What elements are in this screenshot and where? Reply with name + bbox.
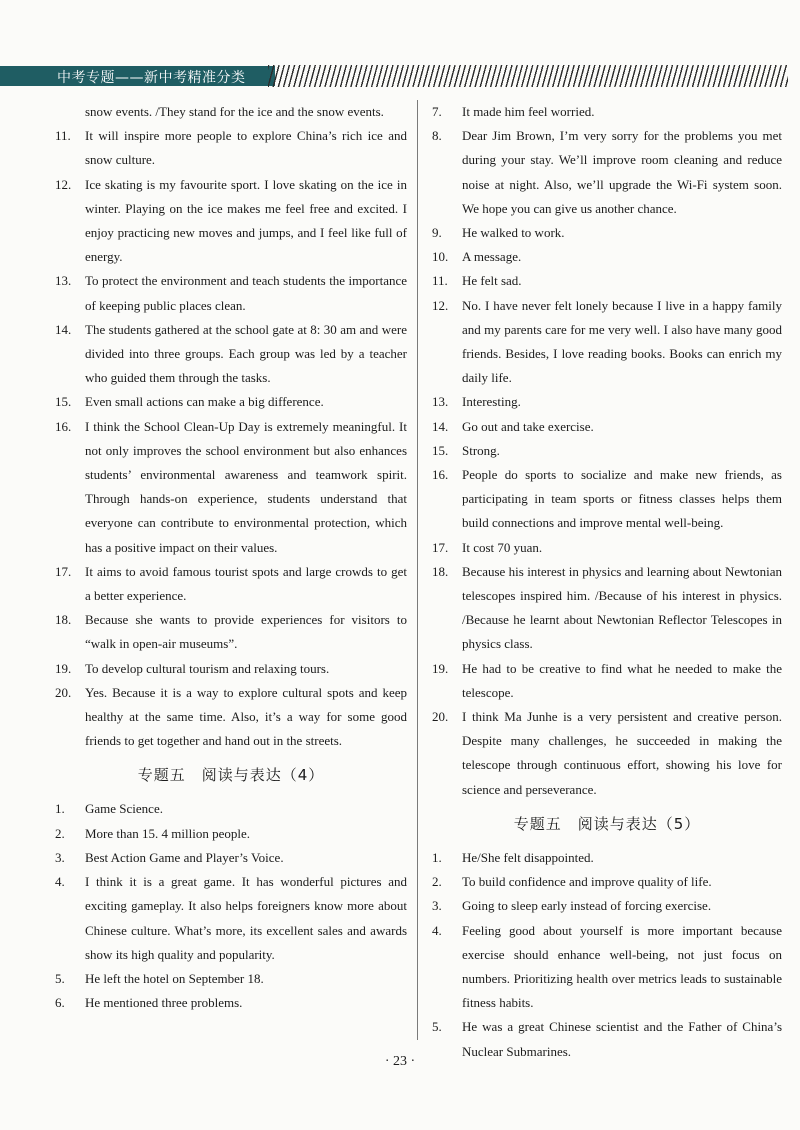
section-heading-5: 专题五 阅读与表达（5）	[513, 814, 701, 833]
answer-item	[55, 846, 407, 870]
answer-number: 15.	[55, 394, 72, 410]
answer-item	[432, 870, 782, 894]
answer-text: He had to be creative to find what he needed to make the telescope.	[462, 660, 782, 700]
answer-item	[55, 822, 407, 846]
answer-text: Because his interest in physics and learning about Newtonian telescopes inspired him. /Because of his interest in physics. /Because he learnt about Newtonian Reflector Telescopes in physics class.	[462, 563, 782, 652]
answer-number: 9.	[432, 225, 442, 241]
answer-number: 17.	[55, 563, 72, 579]
answer-number: 12.	[55, 176, 72, 192]
answer-number: 18.	[432, 563, 449, 579]
answer-item	[432, 245, 782, 269]
answer-item	[432, 705, 782, 802]
answer-item	[432, 846, 782, 870]
answer-text: A message.	[462, 249, 522, 265]
answer-item	[55, 415, 407, 560]
answer-text: Because she wants to provide experiences for visitors to “walk in open-air museums”.	[85, 612, 407, 652]
answer-item	[432, 560, 782, 657]
continuation-text: snow events. /They stand for the ice and the snow events.	[85, 104, 384, 119]
left-answer-list-a	[55, 124, 407, 753]
answer-number: 11.	[432, 273, 448, 289]
answer-number: 5.	[55, 970, 65, 986]
section-heading-4: 专题五 阅读与表达（4）	[137, 766, 325, 785]
answer-number: 14.	[432, 418, 449, 434]
answer-text: To protect the environment and teach students the importance of keeping public places clean.	[85, 273, 407, 313]
answer-text: Even small actions can make a big difference.	[85, 394, 324, 410]
answer-text: Interesting.	[462, 394, 521, 410]
right-answer-list-b	[432, 846, 782, 1064]
answer-item	[55, 269, 407, 317]
answer-text: He mentioned three problems.	[85, 995, 243, 1011]
answer-text: Best Action Game and Player’s Voice.	[85, 849, 284, 865]
answer-item	[432, 439, 782, 463]
answer-item	[55, 560, 407, 608]
answer-item	[55, 657, 407, 681]
left-column	[55, 100, 407, 1015]
column-divider	[417, 100, 418, 1040]
answer-number: 13.	[432, 394, 449, 410]
answer-number: 19.	[55, 660, 72, 676]
answer-number: 19.	[432, 660, 449, 676]
answer-text: I think it is a great game. It has wonderful pictures and exciting gameplay. It also helps foreigners know more about Chinese culture. What’s more, its excellent sales and awards show its high quality and popularity.	[85, 874, 407, 962]
answer-number: 17.	[432, 539, 449, 555]
answer-text: I think the School Clean-Up Day is extremely meaningful. It not only improves the school environment but also enhances students’ environmental awareness and teamwork spirit. Through hands-on experience, students understand that everyone can contribute to environmental protection, which has a positive impact on their values.	[85, 418, 407, 555]
answer-item	[55, 173, 407, 270]
answer-item	[432, 415, 782, 439]
answer-number: 20.	[55, 684, 72, 700]
header-stripe-decoration	[268, 65, 788, 87]
answer-item	[55, 608, 407, 656]
answer-number: 16.	[432, 467, 449, 483]
answer-item	[432, 100, 782, 124]
answer-item	[432, 221, 782, 245]
answer-item	[55, 991, 407, 1015]
answer-text: It cost 70 yuan.	[462, 539, 543, 555]
answer-number: 16.	[55, 418, 72, 434]
answer-text: He was a great Chinese scientist and the Father of China’s Nuclear Submarines.	[462, 1019, 782, 1059]
page-number: · 23 ·	[384, 1054, 416, 1069]
answer-number: 3.	[432, 898, 442, 914]
answer-text: He walked to work.	[462, 225, 565, 241]
answer-number: 10.	[432, 249, 449, 265]
answer-text: No. I have never felt lonely because I live in a happy family and my parents care for me very well. I also have many good friends. Besides, I love reading books. Books can enrich my daily life.	[462, 297, 782, 386]
answer-number: 4.	[55, 874, 65, 890]
answer-number: 7.	[432, 104, 442, 119]
answer-item	[432, 536, 782, 560]
answer-item	[432, 919, 782, 1016]
answer-number: 18.	[55, 612, 72, 628]
answer-text: To build confidence and improve quality of life.	[462, 874, 712, 890]
answer-number: 14.	[55, 321, 72, 337]
answer-number: 12.	[432, 297, 449, 313]
answer-text: He/She felt disappointed.	[462, 849, 594, 865]
answer-number: 3.	[55, 849, 65, 865]
answer-number: 2.	[432, 874, 442, 890]
answer-number: 13.	[55, 273, 72, 289]
answer-text: Go out and take exercise.	[462, 418, 594, 434]
answer-item	[55, 681, 407, 754]
answer-text: It aims to avoid famous tourist spots and large crowds to get a better experience.	[85, 563, 407, 604]
left-answer-list-b	[55, 797, 407, 1015]
answer-text: He felt sad.	[462, 273, 522, 289]
answer-text: Dear Jim Brown, I’m very sorry for the problems you met during your stay. We’ll improve room cleaning and reduce noise at night. Also, we’ll upgrade the Wi-Fi system soon. We hope you can give us another chance.	[462, 128, 782, 216]
answer-text: Game Science.	[85, 801, 163, 817]
answer-number: 11.	[55, 128, 71, 144]
answer-number: 4.	[432, 922, 442, 938]
answer-item	[55, 870, 407, 967]
right-answer-list-a	[432, 100, 782, 802]
answer-text: I think Ma Junhe is a very persistent and creative person. Despite many challenges, he succeeded in making the telescope through continuous effort, showing his love for science and perseverance.	[462, 709, 782, 797]
answer-item	[432, 124, 782, 221]
answer-number: 20.	[432, 709, 449, 725]
answer-text: People do sports to socialize and make new friends, as participating in team sports or fitness classes helps them build connections and improve mental well-being.	[462, 467, 782, 531]
answer-item	[55, 124, 407, 172]
answer-item	[432, 894, 782, 918]
answer-item	[432, 463, 782, 536]
answer-number: 1.	[432, 849, 442, 865]
header-title: 中考专题——新中考精准分类	[57, 70, 246, 86]
answer-text: More than 15. 4 million people.	[85, 825, 251, 841]
answer-text: The students gathered at the school gate at 8: 30 am and were divided into three groups. Each group was led by a teacher who guided them through the tasks.	[85, 321, 407, 386]
answer-number: 1.	[55, 801, 65, 817]
answer-item	[55, 797, 407, 821]
answer-number: 5.	[432, 1019, 442, 1035]
answer-item	[432, 294, 782, 391]
answer-text: Feeling good about yourself is more important because exercise should enhance well-being, not just focus on numbers. Prioritizing health over metrics leads to sustainable fitness habits.	[462, 922, 782, 1011]
answer-text: Strong.	[462, 442, 500, 458]
page-header	[0, 60, 800, 90]
answer-item	[55, 967, 407, 991]
answer-number: 15.	[432, 442, 449, 458]
answer-text: It made him feel worried.	[462, 104, 595, 119]
answer-number: 6.	[55, 995, 65, 1011]
left-top-continuation	[55, 100, 407, 124]
answer-item	[432, 390, 782, 414]
answer-text: It will inspire more people to explore China’s rich ice and snow culture.	[85, 128, 407, 168]
answer-text: Ice skating is my favourite sport. I love skating on the ice in winter. Playing on the ice makes me feel free and excited. I enjoy practicing new moves and jumps, and I feel like full of energy.	[85, 176, 407, 265]
answer-text: To develop cultural tourism and relaxing tours.	[85, 660, 330, 676]
answer-text: Going to sleep early instead of forcing exercise.	[462, 898, 712, 914]
answer-number: 8.	[432, 128, 442, 144]
answer-item	[55, 390, 407, 414]
answer-text: He left the hotel on September 18.	[85, 970, 264, 986]
right-column	[432, 100, 782, 1064]
answer-number: 2.	[55, 825, 65, 841]
answer-item	[432, 657, 782, 705]
answer-item	[432, 269, 782, 293]
answer-item	[55, 318, 407, 391]
answer-text: Yes. Because it is a way to explore cultural spots and keep healthy at the same time. Also, it’s a way for some good friends to get together and hand out in the streets.	[85, 684, 407, 749]
